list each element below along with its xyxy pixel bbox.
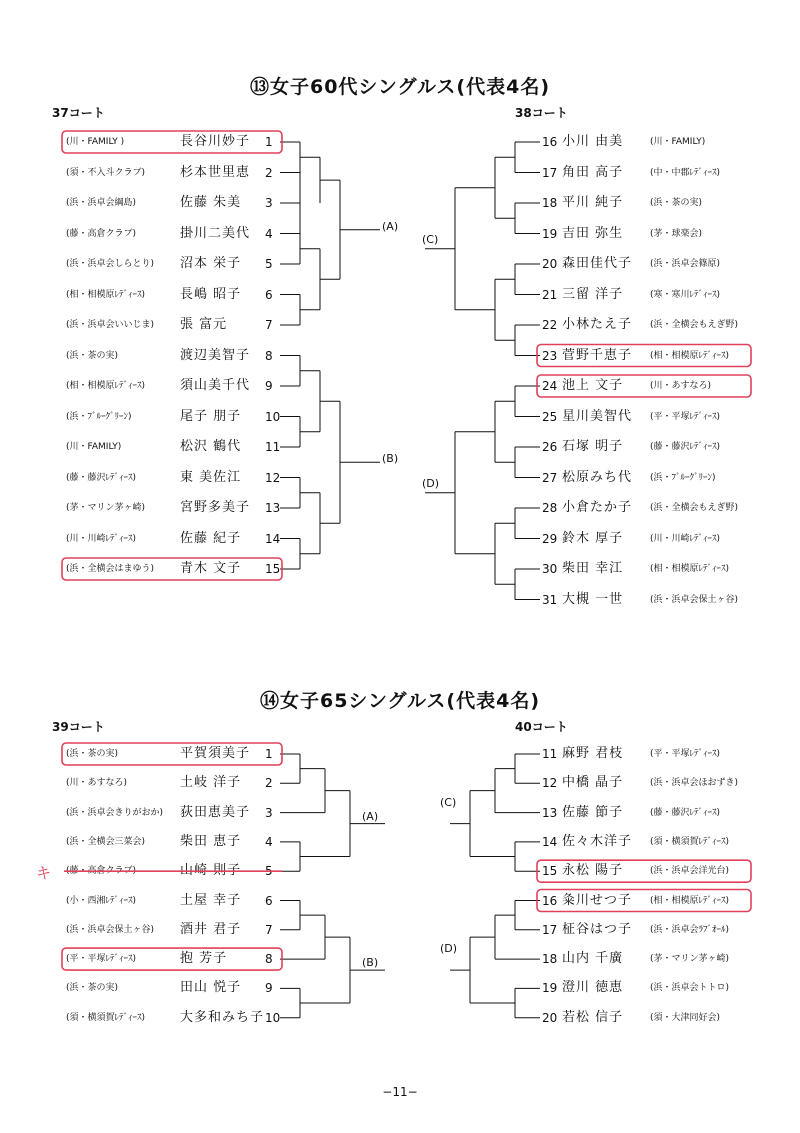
player-seed: 26: [542, 440, 558, 454]
player-seed: 8: [265, 952, 273, 967]
player-seed: 16: [542, 893, 558, 908]
player-club: (相・相模原ﾚﾃﾞｨｰｽ): [66, 381, 146, 391]
player-name: 池上 文子: [562, 378, 624, 393]
player-seed: 3: [265, 805, 273, 820]
player-name: 松原みち代: [562, 469, 633, 485]
player-club: (中・中郡ﾚﾃﾞｨｰｽ): [650, 167, 721, 178]
player-seed: 9: [265, 379, 273, 393]
player-club: (平・平塚ﾚﾃﾞｨｰｽ): [66, 954, 137, 965]
player-seed: 23: [542, 348, 558, 363]
player-club: (相・相模原ﾚﾃﾞｨｰｽ): [650, 350, 730, 361]
player-seed: 10: [265, 1010, 281, 1025]
player-club: (浜・浜卓会洋光台): [650, 866, 730, 877]
player-club: (浜・ﾌﾞﾙｰｸﾞﾘｰﾝ): [66, 411, 132, 422]
player-club: (浜・全横会もえぎ野): [650, 503, 739, 513]
player-name: 宮野多美子: [180, 500, 251, 515]
player-name: 佐藤 朱美: [180, 195, 242, 210]
player-club: (川・あすなろ): [650, 381, 712, 391]
player-seed: 2: [265, 165, 273, 180]
label-A: (A): [382, 219, 399, 233]
player-seed: 5: [265, 864, 273, 879]
player-club: (浜・浜卓会ほおずき): [650, 778, 739, 789]
player-name: 鈴木 厚子: [562, 530, 624, 546]
highlight-box: [537, 890, 751, 912]
highlight-box: [537, 375, 751, 397]
player-name: 吉田 弥生: [562, 225, 624, 241]
player-club: (須・大津同好会): [650, 1012, 721, 1023]
label-B: (B): [362, 956, 379, 970]
player-seed: 15: [265, 562, 281, 576]
player-seed: 24: [542, 379, 558, 393]
player-name: 長嶋 昭子: [180, 286, 242, 302]
player-club: (茅・球楽会): [650, 228, 703, 239]
player-name: 角田 高子: [562, 164, 624, 180]
highlight-box: [62, 131, 282, 153]
player-seed: 20: [542, 257, 558, 271]
player-name: 麻野 君枝: [562, 746, 624, 761]
player-club: (浜・浜卓会篠原): [650, 259, 721, 269]
player-club: (平・平塚ﾚﾃﾞｨｰｽ): [650, 749, 721, 759]
title-event60: ⑬女子60代シングルス(代表4名): [249, 76, 551, 98]
player-seed: 20: [542, 1010, 558, 1025]
player-seed: 14: [542, 834, 558, 849]
player-club: (川・あすなろ): [66, 778, 128, 789]
highlight-box: [537, 860, 751, 882]
player-club: (浜・茶の実): [66, 983, 119, 994]
player-name: 若松 信子: [562, 1009, 624, 1025]
player-club: (川・川崎ﾚﾃﾞｨｰｽ): [66, 533, 137, 544]
player-club: (相・相模原ﾚﾃﾞｨｰｽ): [650, 895, 730, 906]
player-name: 長谷川妙子: [180, 134, 251, 149]
player-seed: 13: [265, 501, 281, 515]
player-seed: 19: [542, 226, 558, 241]
player-name: 須山美千代: [180, 378, 251, 393]
player-seed: 10: [265, 409, 281, 424]
player-name: 杉本世里恵: [180, 164, 251, 180]
player-seed: 14: [265, 531, 281, 546]
player-name: 小川 由美: [562, 134, 624, 149]
player-club: (浜・茶の実): [66, 350, 119, 361]
player-name: 佐藤 紀子: [180, 530, 242, 546]
player-seed: 8: [265, 348, 273, 363]
highlight-box: [537, 345, 751, 367]
page-number: −11−: [382, 1085, 418, 1099]
player-name: 渡辺美智子: [180, 347, 251, 363]
highlight-box: [62, 743, 282, 765]
player-name: 青木 文子: [180, 561, 242, 576]
player-seed: 22: [542, 318, 558, 332]
player-club: (須・不入斗クラブ): [66, 167, 146, 178]
strike-mark: キ: [36, 864, 52, 883]
player-seed: 19: [542, 981, 558, 996]
player-club: (川・川崎ﾚﾃﾞｨｰｽ): [650, 533, 721, 544]
player-club: (藤・高倉クラブ): [66, 228, 137, 239]
player-club: (藤・高倉クラブ): [66, 866, 137, 877]
player-seed: 1: [265, 135, 273, 149]
highlight-box: [62, 558, 282, 580]
player-club: (浜・浜卓会いいじま): [66, 320, 155, 330]
player-seed: 30: [542, 562, 558, 576]
player-name: 平賀須美子: [180, 746, 251, 761]
player-seed: 12: [265, 470, 281, 485]
player-name: 尾子 朋子: [180, 408, 242, 424]
player-name: 澄川 徳恵: [562, 980, 624, 996]
player-name: 山内 千廣: [562, 951, 624, 967]
player-seed: 13: [542, 805, 558, 820]
player-name: 永松 陽子: [562, 863, 624, 879]
player-name: 田山 悦子: [180, 980, 242, 996]
player-club: (浜・浜卓会ﾗﾌﾞｵｰﾙ): [650, 924, 730, 935]
player-seed: 3: [265, 196, 273, 210]
player-name: 山崎 則子: [180, 863, 242, 879]
player-name: 平川 純子: [562, 195, 624, 210]
player-club: (相・相模原ﾚﾃﾞｨｰｽ): [650, 564, 730, 574]
court-label-39: 39コート: [52, 720, 105, 734]
player-name: 星川美智代: [562, 408, 633, 424]
player-seed: 9: [265, 981, 273, 996]
player-club: (須・横須賀ﾚﾃﾞｨｰｽ): [66, 1012, 146, 1023]
player-club: (浜・全横会もえぎ野): [650, 320, 739, 330]
court-label-38: 38コート: [515, 106, 568, 120]
player-club: (浜・全横会はまゆう): [66, 564, 155, 574]
player-name: 柴田 幸江: [562, 561, 624, 576]
player-name: 小林たえ子: [562, 317, 633, 332]
label-D: (D): [422, 476, 440, 490]
player-name: 大多和みち子: [180, 1009, 265, 1025]
player-seed: 5: [265, 257, 273, 271]
player-club: (浜・浜卓会しらとり): [66, 259, 155, 269]
player-club: (藤・藤沢ﾚﾃﾞｨｰｽ): [66, 472, 137, 483]
player-name: 松沢 鶴代: [180, 439, 242, 454]
player-name: 荻田恵美子: [180, 804, 251, 820]
player-seed: 12: [542, 776, 558, 791]
player-seed: 29: [542, 531, 558, 546]
player-club: (浜・茶の実): [650, 198, 703, 208]
player-seed: 11: [542, 747, 558, 761]
label-D: (D): [440, 942, 458, 956]
player-club: (浜・茶の実): [66, 749, 119, 759]
player-name: 東 美佐江: [180, 469, 242, 485]
player-name: 柴田 恵子: [180, 833, 242, 849]
player-club: (茅・マリン茅ヶ崎): [650, 954, 730, 965]
player-name: 土屋 幸子: [180, 892, 242, 908]
player-seed: 7: [265, 922, 273, 937]
player-name: 掛川二美代: [180, 225, 251, 241]
player-seed: 6: [265, 287, 273, 302]
player-club: (茅・マリン茅ヶ崎): [66, 503, 146, 513]
player-seed: 1: [265, 747, 273, 761]
player-seed: 28: [542, 501, 558, 515]
player-name: 菅野千恵子: [562, 347, 633, 363]
player-club: (相・相模原ﾚﾃﾞｨｰｽ): [66, 289, 146, 300]
player-club: (浜・浜卓会保土ヶ谷): [650, 594, 739, 605]
player-seed: 16: [542, 135, 558, 149]
label-C: (C): [440, 795, 457, 809]
player-seed: 4: [265, 226, 273, 241]
player-club: (平・平塚ﾚﾃﾞｨｰｽ): [650, 411, 721, 422]
player-club: (寒・寒川ﾚﾃﾞｨｰｽ): [650, 289, 721, 300]
player-club: (小・西湘ﾚﾃﾞｨｰｽ): [66, 895, 137, 906]
player-club: (須・横須賀ﾚﾃﾞｨｰｽ): [650, 836, 730, 847]
player-club: (浜・浜卓会保土ヶ谷): [66, 924, 155, 935]
player-seed: 31: [542, 592, 558, 607]
player-name: 柾谷はつ子: [562, 921, 633, 937]
player-name: 粂川せつ子: [562, 892, 633, 908]
player-seed: 4: [265, 834, 273, 849]
player-name: 小倉たか子: [562, 500, 633, 515]
label-C: (C): [422, 232, 439, 246]
player-name: 中橋 晶子: [562, 775, 624, 791]
player-name: 抱 芳子: [180, 951, 228, 967]
player-seed: 25: [542, 409, 558, 424]
player-club: (浜・浜卓会トトロ): [650, 983, 730, 994]
player-club: (川・FAMILY): [66, 442, 122, 452]
player-club: (川・FAMILY ): [66, 137, 125, 147]
player-seed: 7: [265, 318, 273, 332]
player-seed: 21: [542, 287, 558, 302]
player-name: 森田佳代子: [562, 256, 633, 271]
player-seed: 6: [265, 893, 273, 908]
player-seed: 2: [265, 776, 273, 791]
player-name: 石塚 明子: [562, 439, 624, 454]
player-club: (藤・藤沢ﾚﾃﾞｨｰｽ): [650, 807, 721, 818]
player-name: 土岐 洋子: [180, 775, 242, 791]
player-name: 大槻 一世: [562, 591, 624, 607]
player-name: 張 富元: [180, 317, 228, 332]
player-club: (浜・浜卓会綱島): [66, 198, 137, 208]
player-club: (藤・藤沢ﾚﾃﾞｨｰｽ): [650, 442, 721, 452]
player-name: 三留 洋子: [562, 286, 624, 302]
player-seed: 11: [265, 440, 281, 454]
player-seed: 18: [542, 952, 558, 967]
player-seed: 15: [542, 864, 558, 879]
label-B: (B): [382, 452, 399, 466]
player-seed: 17: [542, 165, 558, 180]
court-label-40: 40コート: [515, 720, 568, 734]
court-label-37: 37コート: [52, 106, 105, 120]
player-seed: 18: [542, 196, 558, 210]
player-name: 佐藤 節子: [562, 804, 624, 820]
title-event65: ⑭女子65シングルス(代表4名): [259, 690, 541, 712]
player-club: (浜・ﾌﾞﾙｰｸﾞﾘｰﾝ): [650, 472, 716, 483]
label-A: (A): [362, 809, 379, 823]
player-name: 酒井 君子: [180, 921, 242, 937]
player-club: (川・FAMILY): [650, 137, 706, 147]
player-seed: 27: [542, 470, 558, 485]
player-club: (浜・全横会三菜会): [66, 836, 146, 847]
player-seed: 17: [542, 922, 558, 937]
player-name: 佐々木洋子: [562, 833, 633, 849]
highlight-box: [62, 948, 282, 970]
player-club: (浜・浜卓会きりがおか): [66, 807, 164, 818]
player-name: 沼本 栄子: [180, 256, 242, 271]
